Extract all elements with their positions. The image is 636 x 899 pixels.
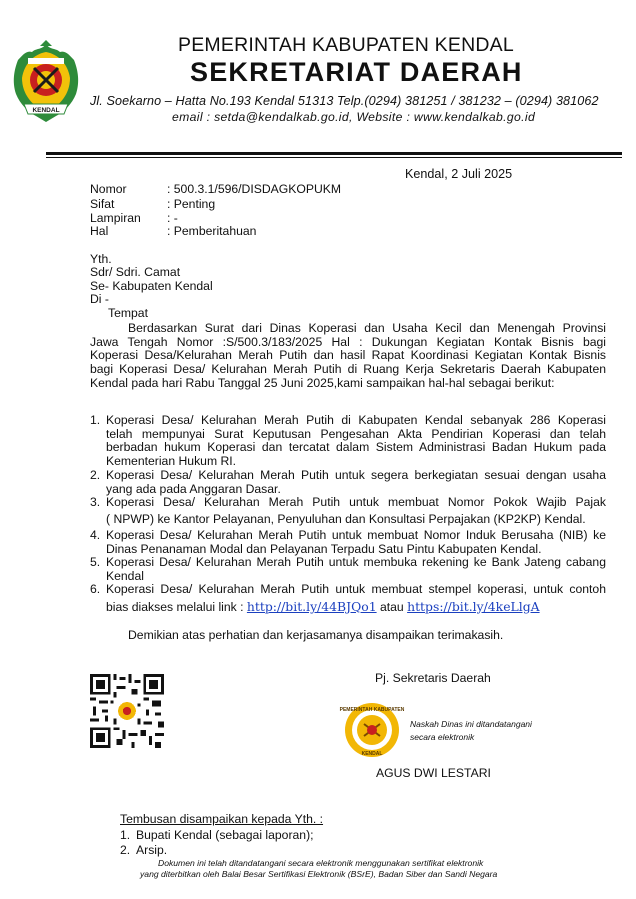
closing-sentence: Demikian atas perhatian dan kerjasamanya disampaikan terimakasih.: [128, 628, 504, 642]
qr-code: [90, 674, 164, 748]
office-address: Jl. Soekarno – Hatta No.193 Kendal 51313 Telp.(0294) 381251 / 381232 – (0294) 381062: [90, 94, 599, 108]
seal-top-text: PEMERINTAH KABUPATEN: [339, 707, 405, 713]
seal-bottom-text: KENDAL: [361, 751, 383, 757]
cc-item: Bupati Kendal (sebagai laporan);: [136, 828, 314, 842]
list-item-3: [90, 496, 606, 526]
stamp-sample-link-2[interactable]: https://bit.ly/4keLlgA: [407, 598, 540, 614]
list-line: Koperasi Desa/ Kelurahan Merah Putih untuk membuat Nomor Induk Berusaha (NIB) ke: [106, 528, 606, 542]
signatory-name: AGUS DWI LESTARI: [376, 766, 491, 780]
cc-item: Arsip.: [136, 843, 168, 857]
kendal-regency-logo: [10, 38, 82, 126]
list-line: telah mempunyai Surat Keputusan Pengesahan Akta Pendirian Koperasi dan telah: [106, 426, 606, 441]
meta-label-sifat: Sifat: [90, 197, 115, 211]
footer-note-line2: yang diterbitkan oleh Balai Besar Sertifikasi Elektronik (BSrE), Badan Siber dan Sandi Negara: [140, 869, 498, 879]
list-item-1: [90, 414, 606, 469]
list-item-4: [90, 529, 606, 556]
office-name: SEKRETARIAT DAERAH: [190, 57, 523, 87]
list-line: Koperasi Desa/ Kelurahan Merah Putih di Kabupaten Kendal sebanyak 286 Koperasi: [106, 413, 606, 427]
list-line: yang ada pada Anggaran Dasar.: [106, 481, 281, 496]
recipient-place: Tempat: [108, 306, 148, 320]
header-rule-thick: [46, 152, 622, 155]
electronic-seal-icon: [339, 702, 405, 758]
recipient-yth: Yth.: [90, 252, 112, 266]
office-contact: email : setda@kendalkab.go.id, Website : www.kendalkab.go.id: [172, 110, 536, 124]
list-line: berbadan hukum Koperasi dan tercatat dalam Sistem Administrasi Badan Hukum pada: [106, 440, 606, 455]
intro-line: Jawa Tengah Nomor :S/500.3/183/2025 Hal : Dukungan Kegiatan Kontak Bisnis bagi: [90, 334, 606, 349]
intro-line: bagi Koperasi Desa/ Kelurahan Merah Putih di Ruang Kerja Sekretaris Daerah Kabupaten: [90, 362, 606, 377]
list-number: 5.: [90, 555, 101, 569]
footer-note-line1: Dokumen ini telah ditandatangani secara elektronik menggunakan sertifikat elektronik: [158, 858, 484, 868]
signatory-title: Pj. Sekretaris Daerah: [375, 671, 491, 685]
list-item-5: [90, 556, 606, 583]
list-number: 4.: [90, 528, 101, 542]
esign-note-line1: Naskah Dinas ini ditandatangani: [410, 719, 532, 729]
meta-label-nomor: Nomor: [90, 182, 127, 196]
meta-value-nomor: : 500.3.1/596/DISDAGKOPUKM: [167, 182, 342, 196]
list-line: Kendal: [106, 568, 144, 583]
esign-note-line2: secara elektronik: [410, 732, 475, 742]
list-item-2: [90, 469, 606, 496]
intro-line: Berdasarkan Surat dari Dinas Koperasi dan Usaha Kecil dan Menengah Provinsi: [128, 321, 606, 335]
government-name: PEMERINTAH KABUPATEN KENDAL: [178, 34, 514, 56]
recipient-region: Se- Kabupaten Kendal: [90, 279, 213, 293]
letter-date: Kendal, 2 Juli 2025: [405, 167, 513, 181]
meta-value-sifat: : Penting: [167, 197, 216, 211]
cc-number: 2.: [120, 843, 131, 857]
meta-value-lampiran: : -: [167, 211, 178, 225]
list-line: Koperasi Desa/ Kelurahan Merah Putih untuk membuka rekening ke Bank Jateng cabang: [106, 555, 606, 569]
list-number: 1.: [90, 413, 101, 427]
meta-label-lampiran: Lampiran: [90, 211, 141, 225]
intro-line: Kendal pada hari Rabu Tanggal 25 Juni 2025,kami sampaikan hal-hal sebagai berikut:: [90, 375, 555, 390]
list-number: 3.: [90, 495, 101, 509]
list-item-6: [90, 583, 606, 614]
intro-paragraph: [90, 322, 606, 391]
header-rule-thin: [46, 157, 622, 158]
list-line: ( NPWP) ke Kantor Pelayanan, Penyuluhan dan Konsultasi Perpajakan (KP2KP) Kendal.: [106, 511, 586, 526]
list-line: Kementerian Hukum RI.: [106, 454, 237, 469]
logo-caption: KENDAL: [32, 107, 60, 114]
intro-line: Koperasi Desa/Kelurahan Merah Putih dan hasil Rapat Koordinasi Kegiatan Kontak Bisnis: [90, 348, 606, 363]
list-number: 2.: [90, 468, 101, 482]
cc-heading: Tembusan disampaikan kepada Yth. :: [120, 812, 324, 826]
meta-label-hal: Hal: [90, 224, 109, 238]
list-line: Koperasi Desa/ Kelurahan Merah Putih untuk membuat stempel koperasi, untuk contoh: [106, 582, 606, 596]
list-line-with-links: [106, 600, 606, 615]
stamp-sample-link-1[interactable]: http://bit.ly/44BJQo1: [246, 598, 377, 614]
link-separator: atau: [376, 599, 408, 614]
list-line: Koperasi Desa/ Kelurahan Merah Putih untuk segera berkegiatan sesuai dengan usaha: [106, 468, 606, 482]
recipient-di: Di -: [90, 292, 109, 306]
recipient-to: Sdr/ Sdri. Camat: [90, 265, 181, 279]
meta-value-hal: : Pemberitahuan: [167, 224, 257, 238]
cc-number: 1.: [120, 828, 131, 842]
list-line: Dinas Penanaman Modal dan Pelayanan Terpadu Satu Pintu Kabupaten Kendal.: [106, 541, 542, 556]
list-number: 6.: [90, 582, 101, 596]
link-prefix: bias diakses melalui link :: [106, 599, 247, 614]
list-line: Koperasi Desa/ Kelurahan Merah Putih untuk membuat Nomor Pokok Wajib Pajak: [106, 495, 606, 509]
